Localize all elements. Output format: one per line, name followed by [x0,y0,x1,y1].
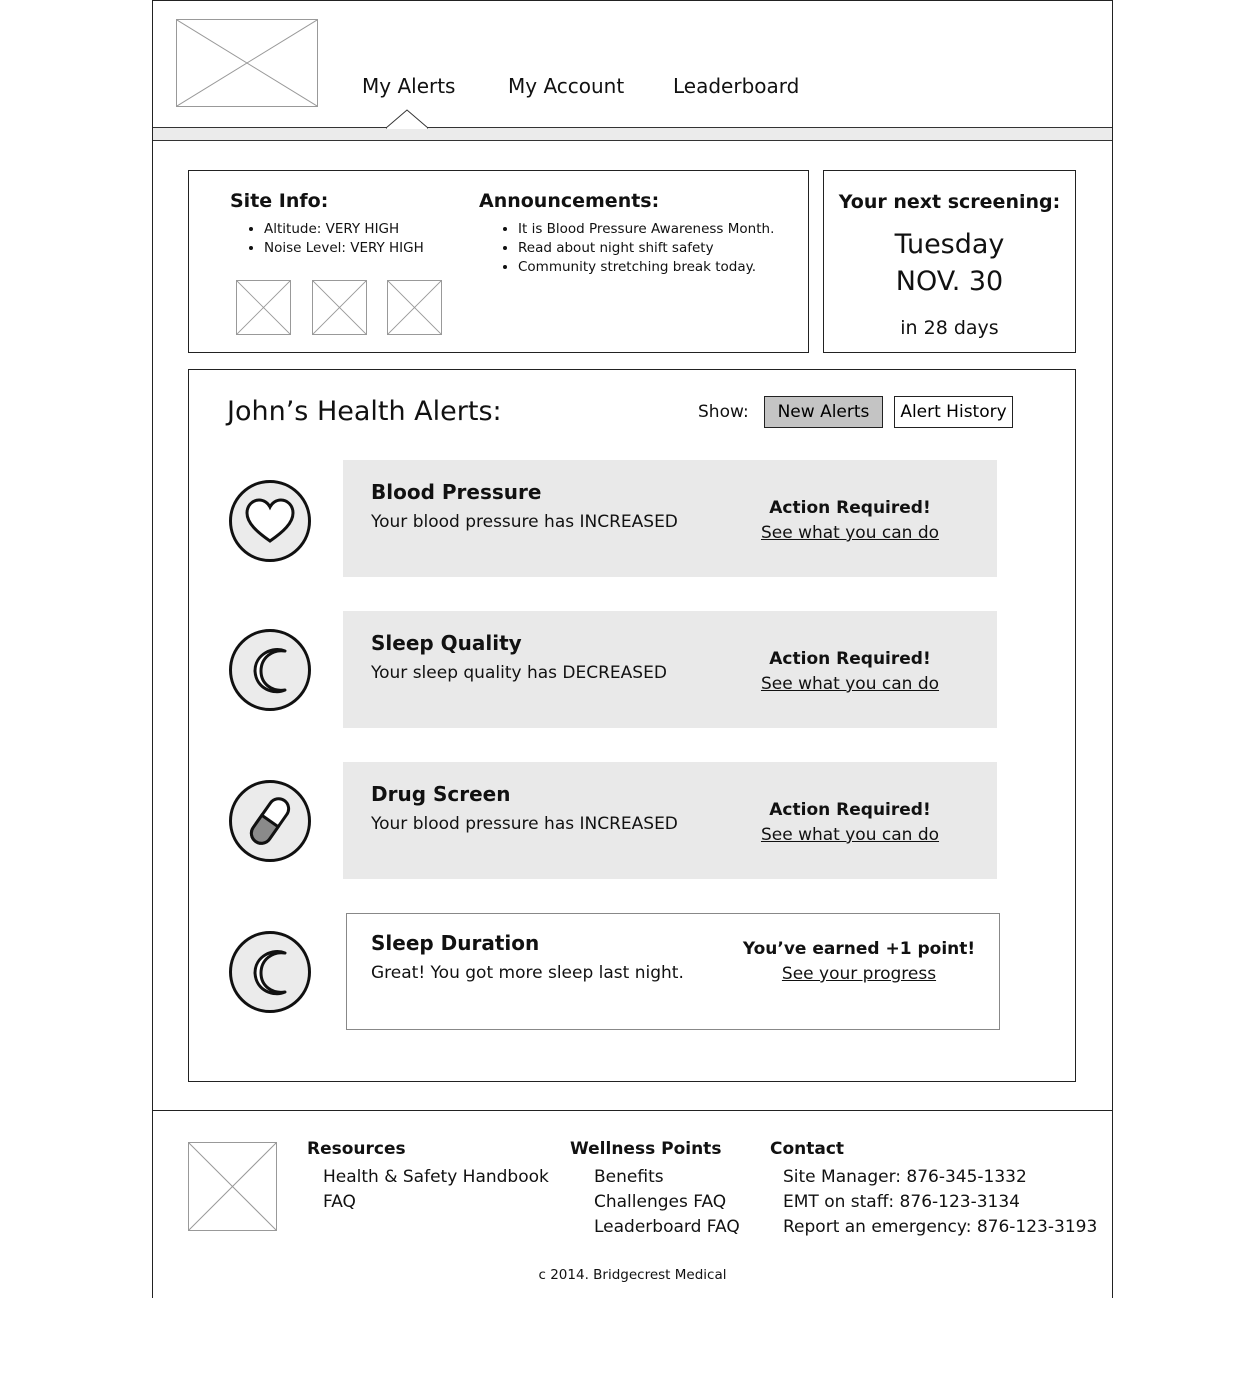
moon-icon [229,931,311,1013]
screening-countdown: in 28 days [900,317,999,339]
footer-contact [770,1139,1097,1240]
see-your-progress-link[interactable]: See your progress [781,964,937,984]
alert-card-title: Blood Pressure [371,480,542,504]
alert-card-action: Action Required! [769,498,931,518]
screening-day: Tuesday [894,229,1005,260]
alert-card-title: Sleep Quality [371,631,522,655]
pill-icon [229,780,311,862]
footer-link-handbook[interactable]: Health & Safety Handbook [323,1167,549,1187]
site-info-item: • Altitude: VERY HIGH [264,220,424,239]
show-label: Show: [698,402,749,422]
next-screening-panel [823,170,1076,353]
screening-date: NOV. 30 [895,266,1004,297]
site-info-section [230,190,424,258]
see-what-you-can-do-link[interactable]: See what you can do [760,825,940,845]
contact-emergency: Report an emergency: 876-123-3193 [783,1217,1098,1237]
nav-bar [153,127,1112,141]
footer-link-leaderboard-faq[interactable]: Leaderboard FAQ [594,1217,740,1237]
footer-resources-title: Resources [307,1139,406,1159]
moon-icon [229,629,311,711]
footer-resources [307,1139,549,1215]
image-placeholder [236,280,291,335]
page-frame [152,0,1113,1298]
new-alerts-button[interactable]: New Alerts [764,396,883,428]
alert-card-action: Action Required! [769,800,931,820]
image-placeholder [312,280,367,335]
announcements-section [479,190,774,277]
contact-site-manager: Site Manager: 876-345-1332 [783,1167,1027,1187]
alert-card-sleep-quality[interactable] [343,611,997,728]
alert-history-button[interactable]: Alert History [894,396,1013,428]
alert-card-description: Your sleep quality has DECREASED [371,663,667,683]
site-info-list [230,220,424,258]
footer-link-benefits[interactable]: Benefits [594,1167,664,1187]
alert-card-description: Your blood pressure has INCREASED [371,814,678,834]
footer-divider [153,1110,1112,1111]
footer-link-faq[interactable]: FAQ [323,1192,356,1212]
footer-wellness-title: Wellness Points [570,1139,722,1159]
health-alerts-panel [188,369,1076,1082]
alert-card-drug-screen[interactable] [343,762,997,879]
logo-placeholder [176,19,318,107]
see-what-you-can-do-link[interactable]: See what you can do [760,523,940,543]
screening-title: Your next screening: [838,191,1061,213]
announcement-item[interactable]: • It is Blood Pressure Awareness Month. [518,220,774,239]
alert-card-action: You’ve earned +1 point! [742,939,976,959]
announcements-title: Announcements: [479,190,660,212]
alert-card-description: Great! You got more sleep last night. [371,963,684,983]
announcement-item[interactable]: • Read about night shift safety [518,239,774,258]
contact-emt: EMT on staff: 876-123-3134 [783,1192,1020,1212]
nav-my-alerts[interactable]: My Alerts [362,74,456,98]
nav-leaderboard[interactable]: Leaderboard [673,74,800,98]
alert-card-title: Sleep Duration [371,931,540,955]
footer-wellness-points [570,1139,740,1240]
footer-contact-title: Contact [770,1139,845,1159]
alert-card-blood-pressure[interactable] [343,460,997,577]
alert-card-action: Action Required! [769,649,931,669]
alerts-title: John’s Health Alerts: [227,396,502,427]
footer-link-challenges-faq[interactable]: Challenges FAQ [594,1192,727,1212]
site-info-item: • Noise Level: VERY HIGH [264,239,424,258]
alert-card-sleep-duration[interactable] [346,913,1000,1030]
heart-icon [229,480,311,562]
footer-logo-placeholder [188,1142,277,1231]
announcement-item[interactable]: • Community stretching break today. [518,258,774,277]
nav-my-account[interactable]: My Account [508,74,625,98]
active-tab-pointer [386,109,428,129]
alert-card-description: Your blood pressure has INCREASED [371,512,678,532]
see-what-you-can-do-link[interactable]: See what you can do [760,674,940,694]
alert-card-title: Drug Screen [371,782,511,806]
image-placeholder [387,280,442,335]
site-info-title: Site Info: [230,190,329,212]
copyright: c 2014. Bridgecrest Medical [538,1267,727,1283]
announcements-list [479,220,774,277]
info-panel [188,170,809,353]
